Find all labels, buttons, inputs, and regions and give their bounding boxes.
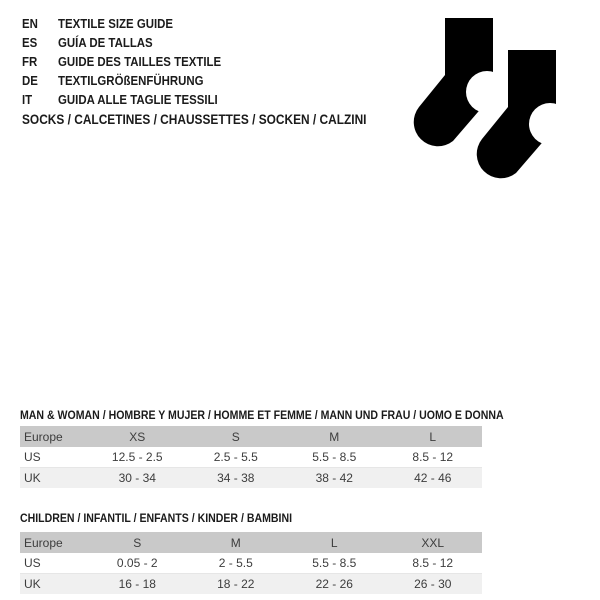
language-label: TEXTILE SIZE GUIDE <box>58 16 174 31</box>
size-value-cell: 2 - 5.5 <box>187 553 286 574</box>
size-value-cell: 8.5 - 12 <box>384 447 483 468</box>
header-cell-region: Europe <box>20 532 88 553</box>
header-cell-size: M <box>285 426 384 447</box>
size-value-cell: 26 - 30 <box>384 574 483 595</box>
sock-heel-cutout <box>466 71 508 113</box>
header-cell-size: XS <box>88 426 187 447</box>
language-row-es <box>22 33 243 52</box>
header-cell-size: S <box>88 532 187 553</box>
size-value-cell: 0.05 - 2 <box>88 553 187 574</box>
size-value-cell: 34 - 38 <box>187 468 286 489</box>
language-list <box>22 14 243 109</box>
language-code: DE <box>22 73 38 88</box>
size-value-cell: 12.5 - 2.5 <box>88 447 187 468</box>
language-row-fr <box>22 52 243 71</box>
language-code: FR <box>22 54 38 69</box>
size-value-cell: 5.5 - 8.5 <box>285 447 384 468</box>
table-row-us <box>20 447 482 468</box>
header-cell-size: XXL <box>384 532 483 553</box>
language-label: GUIDA ALLE TAGLIE TESSILI <box>58 92 218 107</box>
category-title: SOCKS / CALCETINES / CHAUSSETTES / SOCKEN / CALZINI <box>22 111 367 127</box>
socks-icon <box>400 0 600 190</box>
children-table-title: CHILDREN / INFANTIL / ENFANTS / KINDER / BAMBINI <box>20 511 293 525</box>
language-code: EN <box>22 16 38 31</box>
table-header-row <box>20 532 482 553</box>
man-woman-size-table <box>20 426 482 488</box>
size-value-cell: 30 - 34 <box>88 468 187 489</box>
language-label: GUIDE DES TAILLES TEXTILE <box>58 54 222 69</box>
table-row-uk <box>20 574 482 595</box>
language-label: TEXTILGRÖßENFÜHRUNG <box>58 73 204 88</box>
size-value-cell: 2.5 - 5.5 <box>187 447 286 468</box>
size-value-cell: 16 - 18 <box>88 574 187 595</box>
region-cell: UK <box>20 574 88 595</box>
header-cell-size: S <box>187 426 286 447</box>
header-cell-size: L <box>384 426 483 447</box>
children-size-table <box>20 532 482 594</box>
table-row-uk <box>20 468 482 489</box>
size-value-cell: 22 - 26 <box>285 574 384 595</box>
sock-heel-cutout <box>529 103 571 145</box>
size-value-cell: 5.5 - 8.5 <box>285 553 384 574</box>
region-cell: UK <box>20 468 88 489</box>
language-code: ES <box>22 35 38 50</box>
region-cell: US <box>20 447 88 468</box>
header-cell-size: M <box>187 532 286 553</box>
language-code: IT <box>22 92 33 107</box>
header-cell-size: L <box>285 532 384 553</box>
size-value-cell: 18 - 22 <box>187 574 286 595</box>
size-value-cell: 8.5 - 12 <box>384 553 483 574</box>
table-header-row <box>20 426 482 447</box>
size-value-cell: 42 - 46 <box>384 468 483 489</box>
header-cell-region: Europe <box>20 426 88 447</box>
language-row-en <box>22 14 243 33</box>
region-cell: US <box>20 553 88 574</box>
man-woman-table-title: MAN & WOMAN / HOMBRE Y MUJER / HOMME ET FEMME / MANN UND FRAU / UOMO E DONNA <box>20 408 504 422</box>
language-label: GUÍA DE TALLAS <box>58 35 153 50</box>
table-row-us <box>20 553 482 574</box>
language-row-de <box>22 71 243 90</box>
size-value-cell: 38 - 42 <box>285 468 384 489</box>
language-row-it <box>22 90 243 109</box>
